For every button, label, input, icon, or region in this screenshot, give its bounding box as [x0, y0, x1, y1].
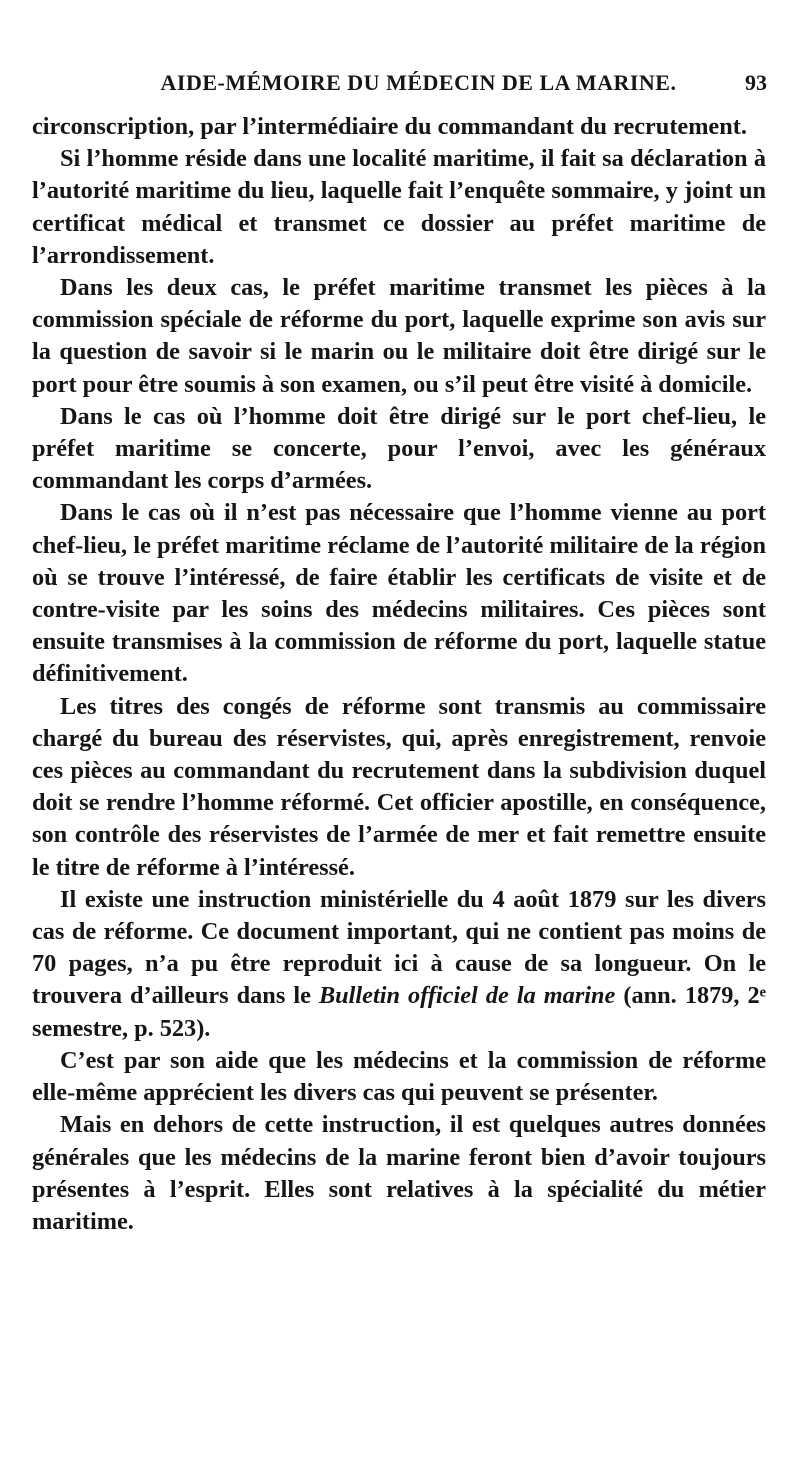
paragraph: Si l’homme réside dans une localité maritime, il fait sa déclaration à l’autorité maritime du lieu, laquelle fait l’enquête sommaire, y joint un certificat médical et transmet ce dossier au préfet maritime de l’arrondissement. — [32, 145, 766, 269]
paragraph: Les titres des congés de réforme sont transmis au commissaire chargé du bureau des réservistes, qui, après enregistrement, renvoie ces pièces au commandant du recrutement dans la subdivision duquel doit se rendre l’homme réformé. Cet officier apostille, en conséquence, son contrôle des réservistes de l’armée de mer et fait remettre ensuite le titre de réforme à l’intéressé. — [32, 692, 766, 881]
paragraph: Dans le cas où il n’est pas nécessaire que l’homme vienne au port chef-lieu, le préfet maritime réclame de l’autorité militaire de la région où se trouve l’intéressé, de faire établir les certificats de visite et de contre-visite par les soins des médecins militaires. Ces pièces sont ensuite transmises à la commission de réforme du port, laquelle statue définitivement. — [32, 499, 766, 688]
paragraph: Dans le cas où l’homme doit être dirigé sur le port chef-lieu, le préfet maritime se concerte, pour l’envoi, avec les généraux commandant les corps d’armées. — [32, 402, 766, 495]
body-text — [32, 111, 766, 1238]
paragraph: Mais en dehors de cette instruction, il est quelques autres données générales que les médecins de la marine feront bien d’avoir toujours présentes à l’esprit. Elles sont relatives à la spécialité du métier maritime. — [32, 1111, 766, 1235]
paragraph-continuation: circonscription, par l’intermédiaire du commandant du recrutement. — [32, 113, 747, 140]
paragraph: Dans les deux cas, le préfet maritime transmet les pièces à la commission spéciale de réforme du port, laquelle exprime son avis sur la question de savoir si le marin ou le militaire doit être dirigé sur le port pour être soumis à son examen, ou s’il peut être visité à domicile. — [32, 274, 766, 398]
bulletin-title: Bulletin officiel de la marine — [318, 982, 616, 1010]
instruction-text-start: Il existe une instruction ministérielle du 4 août 1879 sur les divers cas de réforme. Ce document important, qui ne contient pas moins de 70 pages, n’a pu être reproduit ici à cause de sa longueur. On le trouvera d’ailleurs dans le — [32, 885, 766, 1010]
paragraph: C’est par son aide que les médecins et la commission de réforme elle-même apprécient les divers cas qui peuvent se présenter. — [32, 1046, 766, 1107]
page-number: 93 — [745, 70, 767, 95]
instruction-text-end: (ann. 1879, 2ᵉ semestre, p. 523). — [32, 982, 766, 1042]
running-title: AIDE-MÉMOIRE DU MÉDECIN DE LA MARINE. — [160, 70, 677, 95]
paragraph-instruction — [32, 884, 766, 1045]
running-head — [30, 70, 767, 104]
